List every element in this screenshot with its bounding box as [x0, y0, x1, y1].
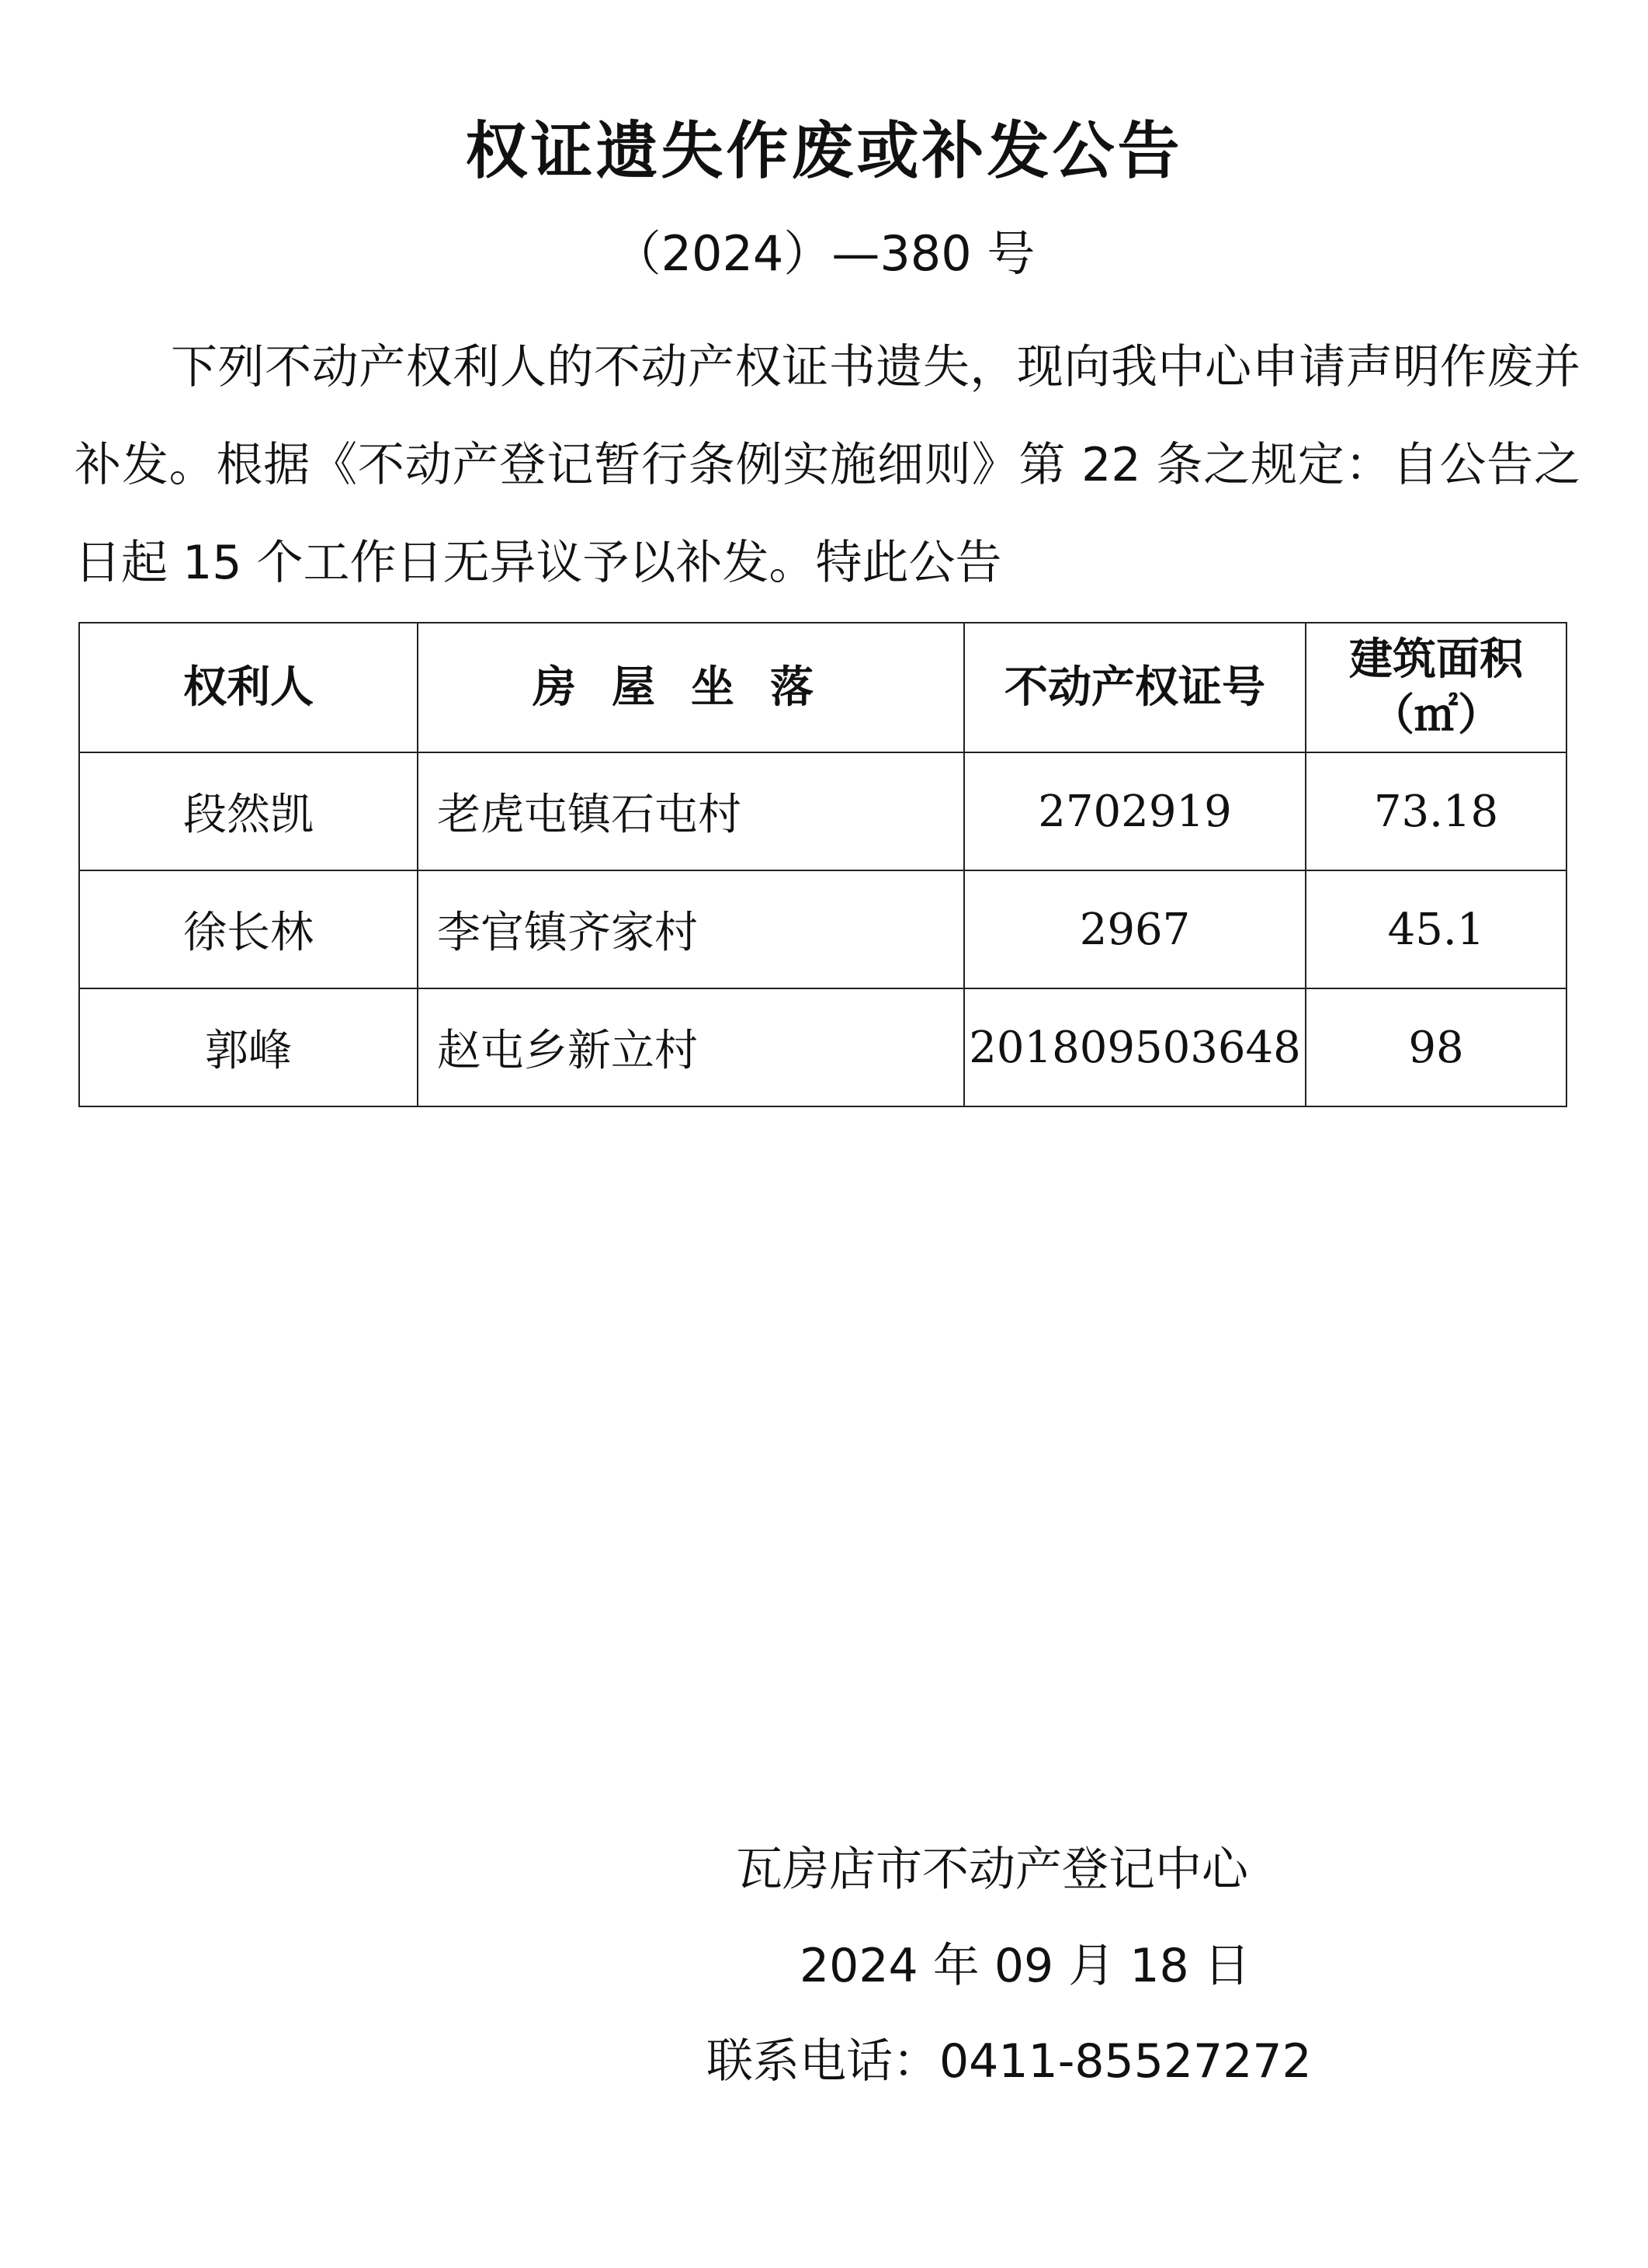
owner-cell: 段然凯 — [79, 752, 418, 870]
header-area-unit: （㎡） — [1371, 689, 1501, 741]
header-area-label: 建筑面积 — [1349, 634, 1523, 685]
header-cert-no: 不动产权证号 — [964, 623, 1306, 752]
location-cell: 赵屯乡新立村 — [418, 988, 964, 1106]
cert-no-cell: 2967 — [964, 870, 1306, 988]
header-area — [1306, 623, 1566, 752]
document-number: （2024）—380 号 — [612, 225, 1036, 282]
area-cell: 73.18 — [1306, 752, 1566, 870]
table-row — [79, 988, 1566, 1106]
contact-phone: 联系电话：0411-85527272 — [706, 2034, 1312, 2089]
header-location: 房屋坐落 — [418, 623, 964, 752]
owner-cell: 郭峰 — [79, 988, 418, 1106]
header-owner: 权利人 — [79, 623, 418, 752]
location-cell: 李官镇齐家村 — [418, 870, 964, 988]
cert-no-cell: 2702919 — [964, 752, 1306, 870]
issuing-organization: 瓦房店市不动产登记中心 — [736, 1843, 1248, 1897]
table-row — [79, 752, 1566, 870]
notice-title: 权证遗失作废或补发公告 — [465, 115, 1183, 187]
area-cell: 45.1 — [1306, 870, 1566, 988]
notice-intro-paragraph: 下列不动产权利人的不动产权证书遗失，现向我中心申请声明作废并补发。根据《不动产登记暂行条例实施细则》第 22 条之规定：自公告之日起 15 个工作日无异议予以补发。特此公告 — [75, 340, 1580, 590]
table-row — [79, 870, 1566, 988]
issue-date: 2024 年 09 月 18 日 — [800, 1939, 1251, 1993]
location-cell: 老虎屯镇石屯村 — [418, 752, 964, 870]
lost-certificate-table — [78, 622, 1566, 1107]
owner-cell: 徐长林 — [79, 870, 418, 988]
cert-no-cell: 201809503648 — [964, 988, 1306, 1106]
table-header-row — [79, 623, 1566, 752]
area-cell: 98 — [1306, 988, 1566, 1106]
